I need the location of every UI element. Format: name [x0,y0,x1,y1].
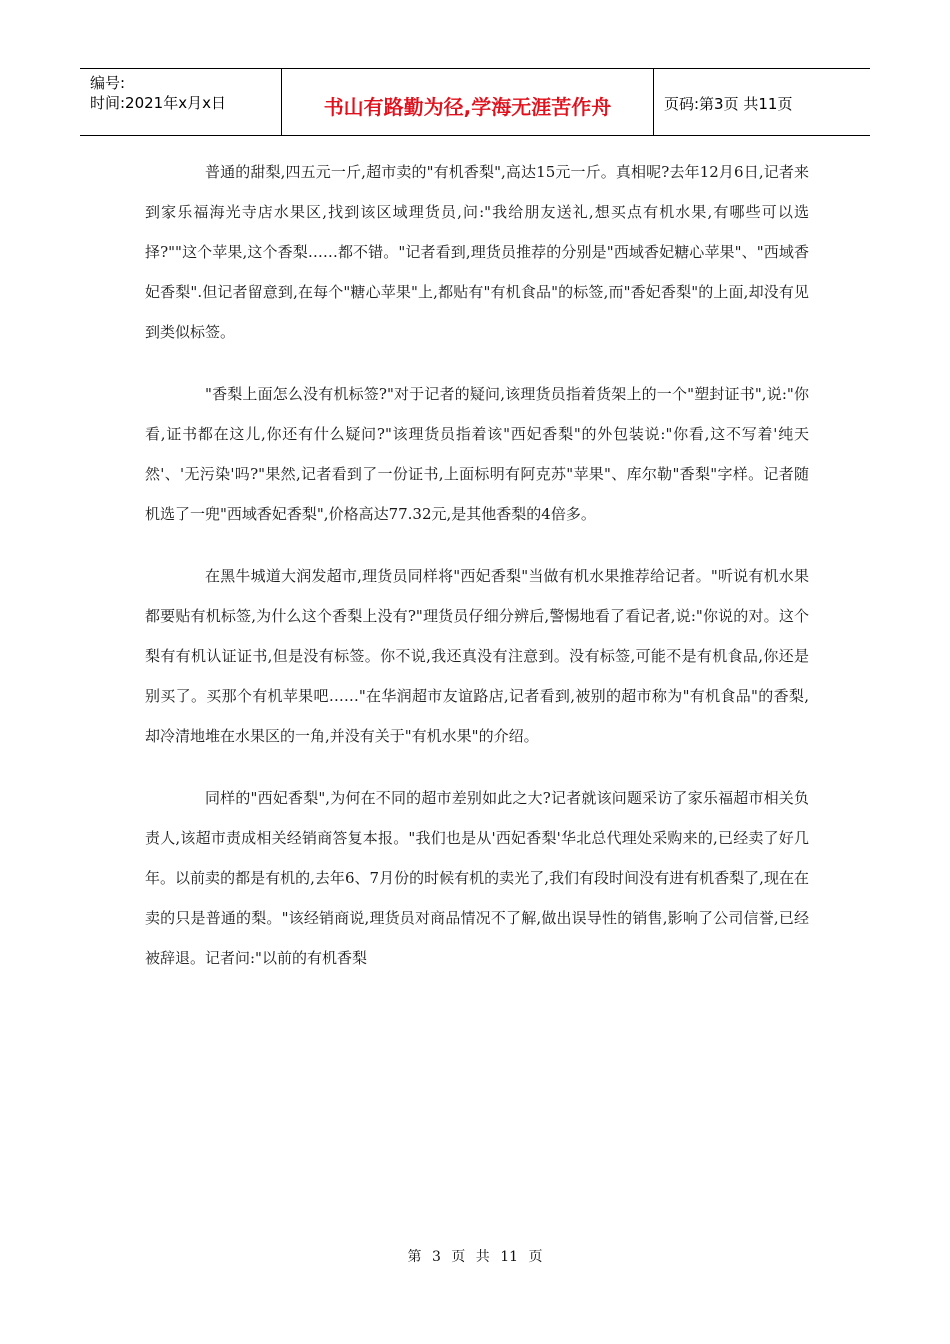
header-page-info: 页码:第3页 共11页 [664,94,793,113]
paragraph-2: "香梨上面怎么没有机标签?"对于记者的疑问,该理货员指着货架上的一个"塑封证书",说:"你看,证书都在这儿,你还有什么疑问?"该理货员指着该"西妃香梨"的外包装说:"你看,这不写着'纯天然'、'无污染'吗?"果然,记者看到了一份证书,上面标明有阿克苏"苹果"、库尔勒"香梨"字样。记者随机选了一兜"西域香妃香梨",价格高达77.32元,是其他香梨的4倍多。 [145,385,809,523]
serial-label: 编号: [90,74,126,92]
page-footer: 第 3 页 共 11 页 [407,1249,543,1265]
time-label: 时间:2021年x月x日 [90,94,226,112]
paragraph-3: 在黑牛城道大润发超市,理货员同样将"西妃香梨"当做有机水果推荐给记者。"听说有机水果都要贴有机标签,为什么这个香梨上没有?"理货员仔细分辨后,警惕地看了看记者,说:"你说的对。这个梨有有机认证证书,但是没有标签。你不说,我还真没有注意到。没有标签,可能不是有机食品,你还是别买了。买那个有机苹果吧……"在华润超市友谊路店,记者看到,被别的超市称为"有机食品"的香梨,却冷清地堆在水果区的一角,并没有关于"有机水果"的介绍。 [145,567,809,745]
document-body [145,152,809,1000]
header-motto: 书山有路勤为径,学海无涯苦作舟 [282,69,654,135]
header-meta [80,69,282,135]
paragraph-1: 普通的甜梨,四五元一斤,超市卖的"有机香梨",高达15元一斤。真相呢?去年12月6日,记者来到家乐福海光寺店水果区,找到该区域理货员,问:"我给朋友送礼,想买点有机水果,有哪些可以选择?""这个苹果,这个香梨……都不错。"记者看到,理货员推荐的分别是"西域香妃糖心苹果"、"西域香妃香梨".但记者留意到,在每个"糖心苹果"上,都贴有"有机食品"的标签,而"香妃香梨"的上面,却没有见到类似标签。 [145,163,809,341]
paragraph-4: 同样的"西妃香梨",为何在不同的超市差别如此之大?记者就该问题采访了家乐福超市相关负责人,该超市责成相关经销商答复本报。"我们也是从'西妃香梨'华北总代理处采购来的,已经卖了好几年。以前卖的都是有机的,去年6、7月份的时候有机的卖光了,我们有段时间没有进有机香梨了,现在在卖的只是普通的梨。"该经销商说,理货员对商品情况不了解,做出误导性的销售,影响了公司信誉,已经被辞退。记者问:"以前的有机香梨 [145,789,809,967]
page-header [80,68,870,136]
